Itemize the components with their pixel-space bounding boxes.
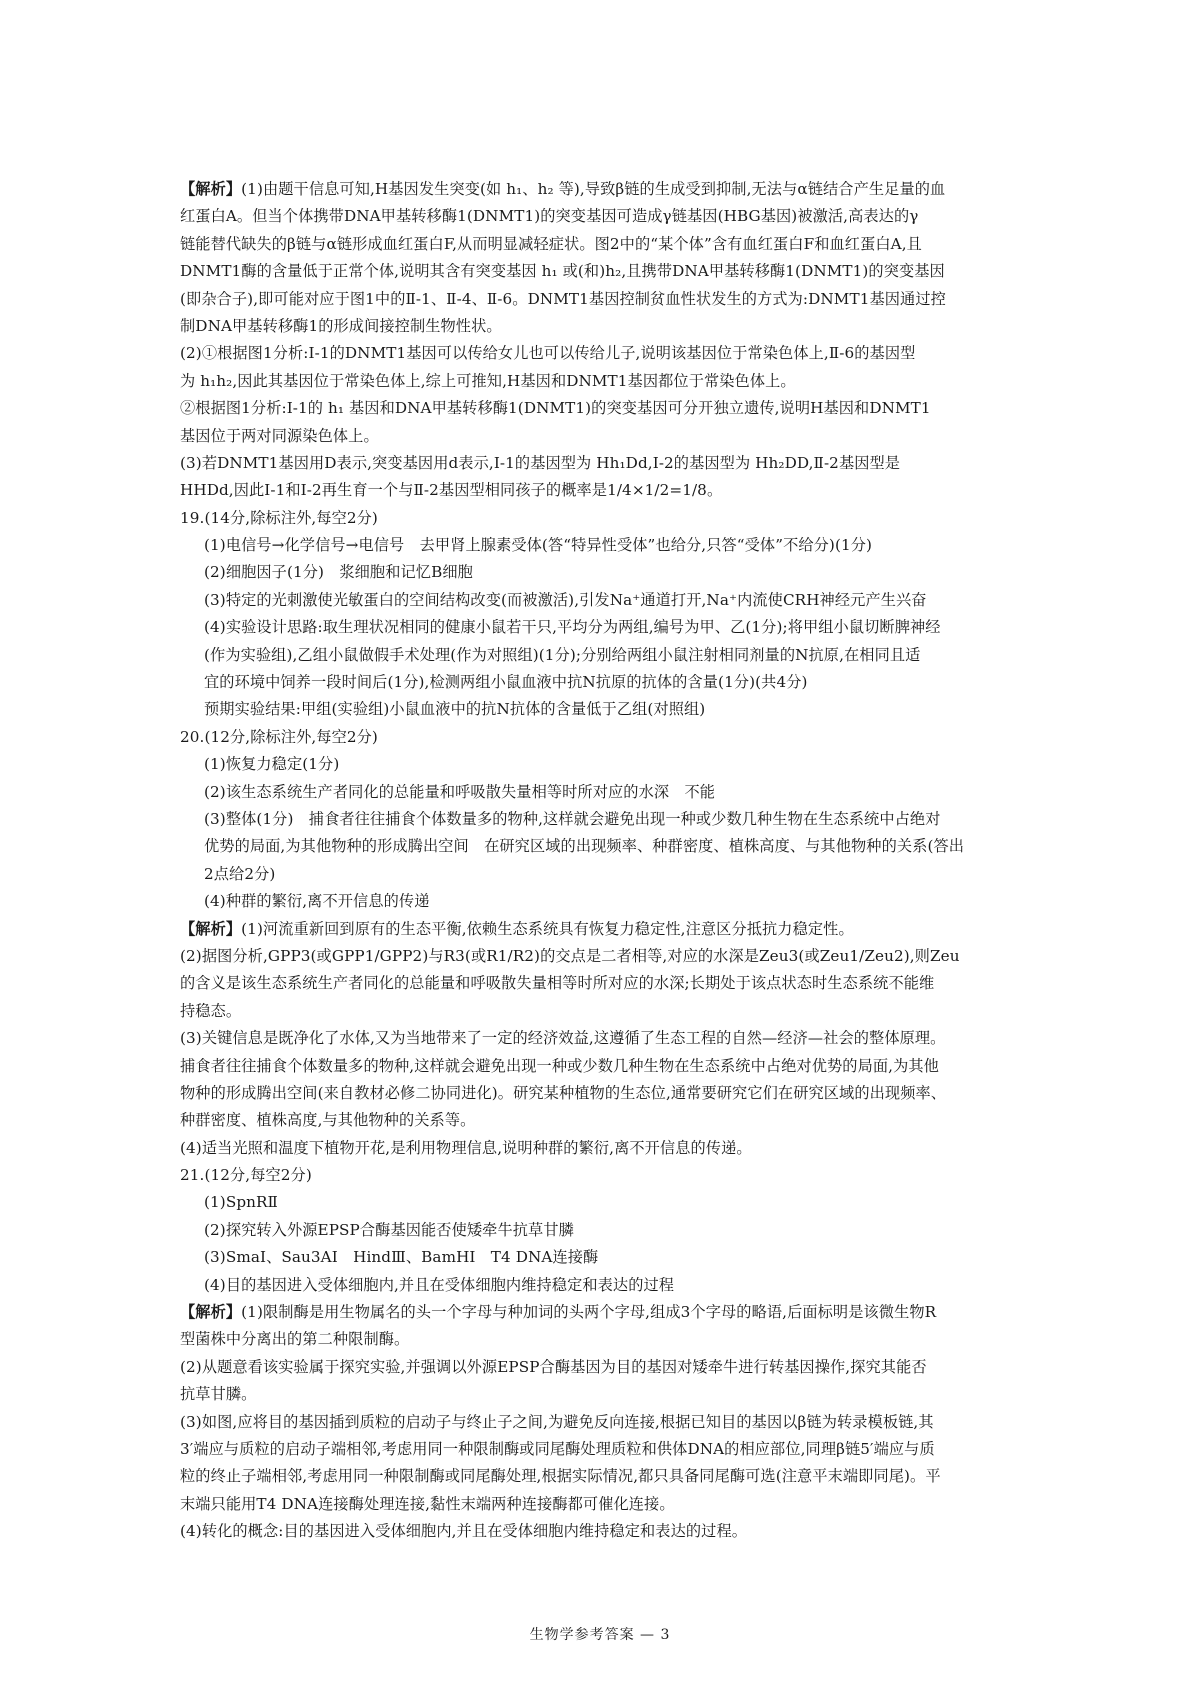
line-text: (1)电信号→化学信号→电信号 去甲肾上腺素受体(答“特异性受体”也给分,只答“受体”不给分)(1分) <box>204 536 873 555</box>
text-line <box>180 642 1036 669</box>
text-line <box>180 1189 1036 1216</box>
text-line <box>180 286 1036 313</box>
line-text: (2)①根据图1分析:Ⅰ-1的DNMT1基因可以传给女儿也可以传给儿子,说明该基因位于常染色体上,Ⅱ-6的基因型 <box>180 344 916 363</box>
line-text: (3)若DNMT1基因用D表示,突变基因用d表示,Ⅰ-1的基因型为 Hh₁Dd,Ⅰ-2的基因型为 Hh₂DD,Ⅱ-2基因型是 <box>180 453 901 472</box>
line-text: (3)关键信息是既净化了水体,又为当地带来了一定的经济效益,这遵循了生态工程的自然—经济—社会的整体原理。 <box>180 1029 946 1048</box>
text-line <box>180 696 1036 723</box>
text-line <box>180 669 1036 696</box>
text-line <box>180 1491 1036 1518</box>
line-text: DNMT1酶的含量低于正常个体,说明其含有突变基因 h₁ 或(和)h₂,且携带DNA甲基转移酶1(DNMT1)的突变基因 <box>180 262 945 281</box>
line-text: 21.(12分,每空2分) <box>180 1166 312 1185</box>
text-line <box>180 505 1036 532</box>
text-line <box>180 1463 1036 1490</box>
text-line <box>180 614 1036 641</box>
line-text: 的含义是该生态系统生产者同化的总能量和呼吸散失量相等时所对应的水深;长期处于该点状态时生态系统不能维 <box>180 974 935 993</box>
text-line <box>180 724 1036 751</box>
text-line <box>180 1354 1036 1381</box>
line-text: 制DNA甲基转移酶1的形成间接控制生物性状。 <box>180 316 502 335</box>
analysis-label: 【解析】 <box>180 919 242 938</box>
line-text: (4)转化的概念:目的基因进入受体细胞内,并且在受体细胞内维持稳定和表达的过程。 <box>180 1522 748 1541</box>
text-line <box>180 1272 1036 1299</box>
line-text: 抗草甘膦。 <box>180 1385 257 1404</box>
line-text: (4)种群的繁衍,离不开信息的传递 <box>204 892 430 911</box>
text-line <box>180 559 1036 586</box>
text-line <box>180 450 1036 477</box>
text-line <box>180 231 1036 258</box>
text-line <box>180 1107 1036 1134</box>
line-text: 19.(14分,除标注外,每空2分) <box>180 508 378 527</box>
text-line <box>180 423 1036 450</box>
text-line <box>180 1053 1036 1080</box>
line-text: 种群密度、植株高度,与其他物种的关系等。 <box>180 1111 476 1130</box>
line-text: 粒的终止子端相邻,考虑用同一种限制酶或同尾酶处理,根据实际情况,都只具备同尾酶可选(注意平末端即同尾)。平 <box>180 1467 941 1486</box>
text-line <box>180 806 1036 833</box>
text-line <box>180 943 1036 970</box>
line-text: 预期实验结果:甲组(实验组)小鼠血液中的抗N抗体的含量低于乙组(对照组) <box>204 700 706 719</box>
text-line <box>180 368 1036 395</box>
line-text: (1)河流重新回到原有的生态平衡,依赖生态系统具有恢复力稳定性,注意区分抵抗力稳定性。 <box>241 919 854 938</box>
line-text: 3′端应与质粒的启动子端相邻,考虑用同一种限制酶或同尾酶处理质粒和供体DNA的相应部位,同理β链5′端应与质 <box>180 1439 935 1458</box>
line-text: 持稳态。 <box>180 1001 242 1020</box>
text-line <box>180 751 1036 778</box>
text-line <box>180 1299 1036 1326</box>
text-line <box>180 203 1036 230</box>
text-line <box>180 313 1036 340</box>
line-text: (即杂合子),即可能对应于图1中的Ⅱ-1、Ⅱ-4、Ⅱ-6。DNMT1基因控制贫血性状发生的方式为:DNMT1基因通过控 <box>180 289 946 308</box>
line-text: (4)实验设计思路:取生理状况相同的健康小鼠若干只,平均分为两组,编号为甲、乙(1分);将甲组小鼠切断脾神经 <box>204 618 941 637</box>
line-text: (2)该生态系统生产者同化的总能量和呼吸散失量相等时所对应的水深 不能 <box>204 782 716 801</box>
text-line <box>180 1025 1036 1052</box>
line-text: 基因位于两对同源染色体上。 <box>180 426 379 445</box>
text-line <box>180 340 1036 367</box>
line-text: 20.(12分,除标注外,每空2分) <box>180 727 378 746</box>
text-line <box>180 587 1036 614</box>
line-text: (4)目的基因进入受体细胞内,并且在受体细胞内维持稳定和表达的过程 <box>204 1275 675 1294</box>
line-text: (作为实验组),乙组小鼠做假手术处理(作为对照组)(1分);分别给两组小鼠注射相同剂量的N抗原,在相同且适 <box>204 645 921 664</box>
line-text: 物种的形成腾出空间(来自教材必修二协同进化)。研究某种植物的生态位,通常要研究它们在研究区域的出现频率、 <box>180 1083 947 1102</box>
line-text: 为 h₁h₂,因此其基因位于常染色体上,综上可推知,H基因和DNMT1基因都位于常染色体上。 <box>180 371 796 390</box>
text-line <box>180 833 1036 860</box>
text-line <box>180 998 1036 1025</box>
text-line <box>180 970 1036 997</box>
text-line <box>180 395 1036 422</box>
line-text: (3)整体(1分) 捕食者往往捕食个体数量多的物种,这样就会避免出现一种或少数几种生物在生态系统中占绝对 <box>204 809 941 828</box>
line-text: 末端只能用T4 DNA连接酶处理连接,黏性末端两种连接酶都可催化连接。 <box>180 1494 675 1513</box>
line-text: 捕食者往往捕食个体数量多的物种,这样就会避免出现一种或少数几种生物在生态系统中占绝对优势的局面,为其他 <box>180 1056 939 1075</box>
text-line <box>180 861 1036 888</box>
line-text: 型菌株中分离出的第二种限制酶。 <box>180 1330 410 1349</box>
text-line <box>180 888 1036 915</box>
line-text: (2)据图分析,GPP3(或GPP1/GPP2)与R3(或R1/R2)的交点是二者相等,对应的水深是Zeu3(或Zeu1/Zeu2),则Zeu <box>180 946 960 965</box>
line-text: 红蛋白A。但当个体携带DNA甲基转移酶1(DNMT1)的突变基因可造成γ链基因(HBG基因)被激活,高表达的γ <box>180 207 919 226</box>
text-line <box>180 916 1036 943</box>
line-text: (1)恢复力稳定(1分) <box>204 755 340 774</box>
line-text: (2)细胞因子(1分) 浆细胞和记忆B细胞 <box>204 563 473 582</box>
line-text: (1)SpnRⅡ <box>204 1193 278 1212</box>
text-line <box>180 1080 1036 1107</box>
text-line <box>180 176 1036 203</box>
page-footer: 生物学参考答案 — 3 <box>529 1627 671 1643</box>
line-text: (3)如图,应将目的基因插到质粒的启动子与终止子之间,为避免反向连接,根据已知目的基因以β链为转录模板链,其 <box>180 1412 934 1431</box>
answer-text-body <box>180 176 1036 1546</box>
text-line <box>180 477 1036 504</box>
text-line <box>180 1381 1036 1408</box>
line-text: HHDd,因此Ⅰ-1和Ⅰ-2再生育一个与Ⅱ-2基因型相同孩子的概率是1/4×1/2=1/8。 <box>180 481 723 500</box>
text-line <box>180 1518 1036 1545</box>
line-text: 2点给2分) <box>204 864 276 883</box>
line-text: ②根据图1分析:Ⅰ-1的 h₁ 基因和DNA甲基转移酶1(DNMT1)的突变基因可分开独立遗传,说明H基因和DNMT1 <box>180 399 931 418</box>
text-line <box>180 258 1036 285</box>
text-line <box>180 1436 1036 1463</box>
line-text: (2)从题意看该实验属于探究实验,并强调以外源EPSP合酶基因为目的基因对矮牵牛进行转基因操作,探究其能否 <box>180 1357 927 1376</box>
line-text: (1)由题干信息可知,H基因发生突变(如 h₁、h₂ 等),导致β链的生成受到抑制,无法与α链结合产生足量的血 <box>241 180 946 198</box>
line-text: (4)适当光照和温度下植物开花,是利用物理信息,说明种群的繁衍,离不开信息的传递。 <box>180 1138 752 1157</box>
text-line <box>180 532 1036 559</box>
line-text: (3)SmaⅠ、Sau3AⅠ HindⅢ、BamHⅠ T4 DNA连接酶 <box>204 1248 599 1267</box>
line-text: (1)限制酶是用生物属名的头一个字母与种加词的头两个字母,组成3个字母的略语,后面标明是该微生物R <box>241 1303 937 1322</box>
text-line <box>180 1326 1036 1353</box>
line-text: (3)特定的光刺激使光敏蛋白的空间结构改变(而被激活),引发Na⁺通道打开,Na⁺内流使CRH神经元产生兴奋 <box>204 590 927 609</box>
analysis-label: 【解析】 <box>180 1303 242 1322</box>
text-line <box>180 1162 1036 1189</box>
text-line <box>180 1217 1036 1244</box>
line-text: 链能替代缺失的β链与α链形成血红蛋白F,从而明显减轻症状。图2中的“某个体”含有血红蛋白F和血红蛋白A,且 <box>180 234 922 253</box>
text-line <box>180 1409 1036 1436</box>
text-line <box>180 779 1036 806</box>
line-text: 优势的局面,为其他物种的形成腾出空间 在研究区域的出现频率、种群密度、植株高度、与其他物种的关系(答出 <box>204 837 965 856</box>
line-text: 宜的环境中饲养一段时间后(1分),检测两组小鼠血液中抗N抗原的抗体的含量(1分)(共4分) <box>204 673 808 692</box>
line-text: (2)探究转入外源EPSP合酶基因能否使矮牵牛抗草甘膦 <box>204 1220 574 1239</box>
analysis-label: 【解析】 <box>180 180 242 198</box>
text-line <box>180 1244 1036 1271</box>
text-line <box>180 1135 1036 1162</box>
